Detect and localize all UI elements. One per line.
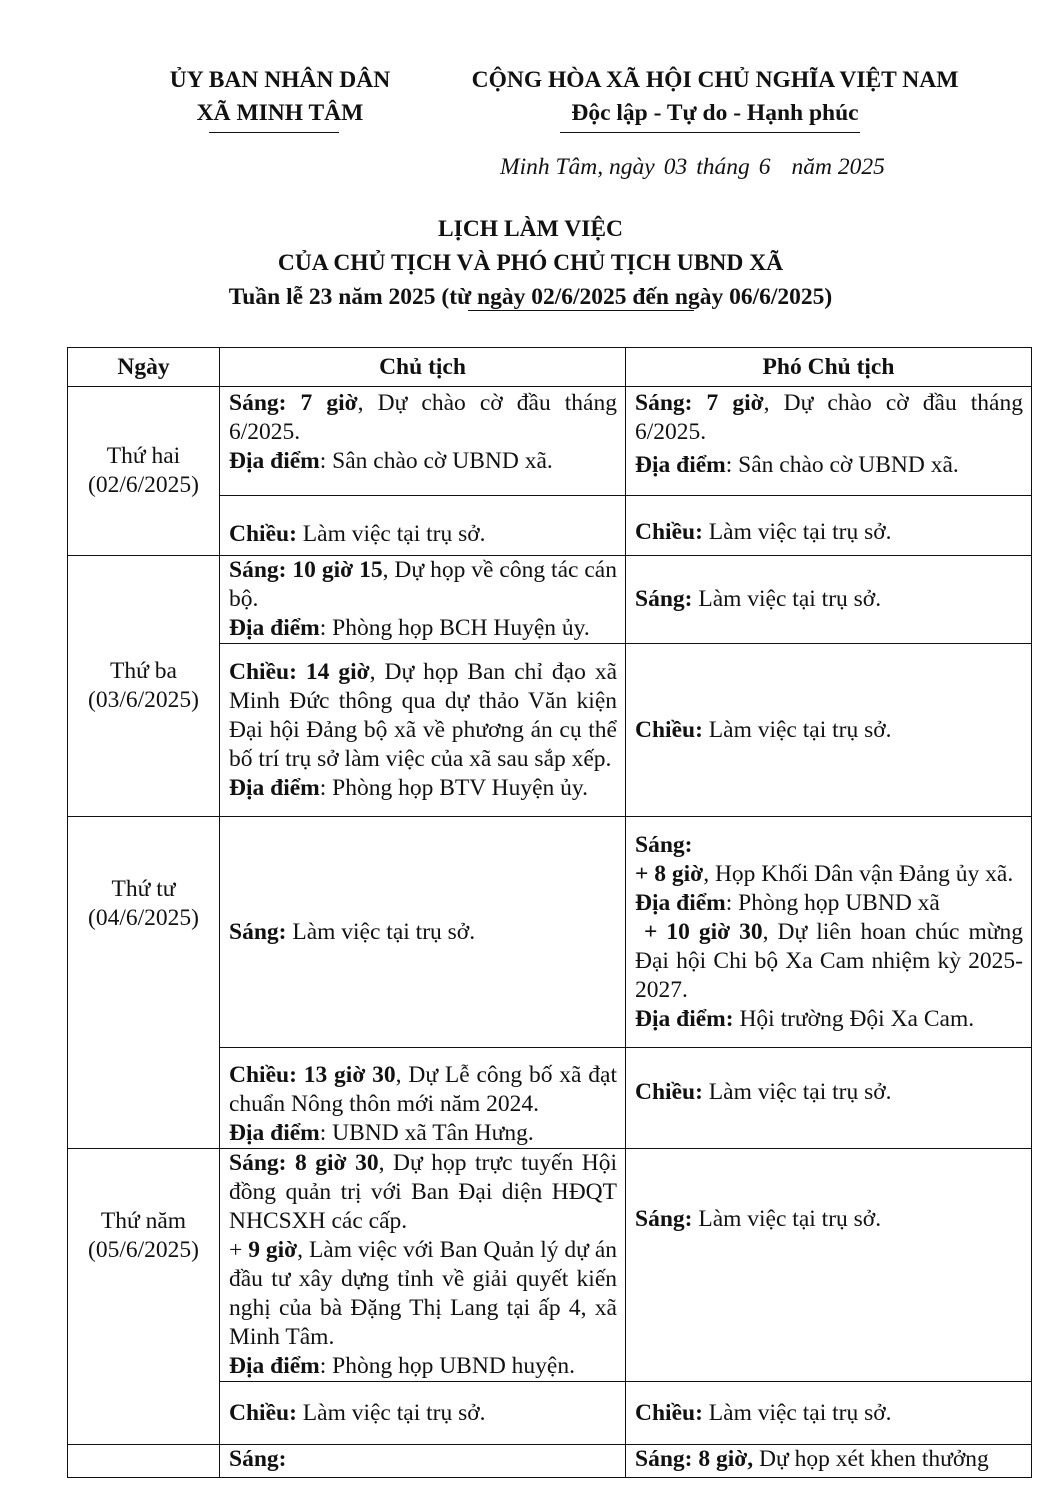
table-row <box>68 556 1032 644</box>
nation-block <box>430 64 1000 130</box>
schedule-table <box>67 347 1032 1478</box>
header-chairman: Chủ tịch <box>220 348 626 387</box>
table-row <box>68 1445 1032 1478</box>
day-name: Thứ tư <box>111 876 176 902</box>
date-line <box>500 154 885 181</box>
chairman-tuesday-afternoon: Chiều: 14 giờ, Dự họp Ban chỉ đạo xã Minh Đức thông qua dự thảo Văn kiện Đại hội Đảng bộ xã về phương án cụ thể bố trí trụ sở làm việc của xã sau sắp xếp. Địa điểm: Phòng họp BTV Huyện ủy. <box>220 644 626 817</box>
vice-thursday-morning: Sáng: Làm việc tại trụ sở. <box>626 1149 1032 1382</box>
day-date: (05/6/2025) <box>88 1237 199 1263</box>
vice-tuesday-morning: Sáng: Làm việc tại trụ sở. <box>626 556 1032 644</box>
day-name: Thứ hai <box>106 443 181 469</box>
chairman-thursday-morning: Sáng: 8 giờ 30, Dự họp trực tuyến Hội đồng quản trị với Ban Đại diện HĐQT NHCSXH các cấp. + 9 giờ, Làm việc với Ban Quản lý dự án đầu tư xây dựng tỉnh về giải quyết kiến nghị của bà Đặng Thị Lang tại ấp 4, xã Minh Tâm. Địa điểm: Phòng họp UBND huyện. <box>220 1149 626 1382</box>
vice-wednesday-morning: Sáng: + 8 giờ, Họp Khối Dân vận Đảng ủy xã. Địa điểm: Phòng họp UBND xã + 10 giờ 30, Dự liên hoan chúc mừng Đại hội Chi bộ Xa Cam nhiệm kỳ 2025-2027. Địa điểm: Hội trường Đội Xa Cam. <box>626 817 1032 1048</box>
commune-name: XÃ MINH TÂM <box>196 100 364 126</box>
chairman-wednesday-afternoon: Chiều: 13 giờ 30, Dự Lễ công bố xã đạt chuẩn Nông thôn mới năm 2024. Địa điểm: UBND xã Tân Hưng. <box>220 1048 626 1149</box>
title-line-3: Tuần lễ 23 năm 2025 (từ ngày 02/6/2025 đến ngày 06/6/2025) <box>228 284 833 310</box>
title-underline <box>468 310 694 311</box>
agency-name: ỦY BAN NHÂN DÂN <box>169 67 391 93</box>
document-title <box>0 212 1061 314</box>
title-line-2: CỦA CHỦ TỊCH VÀ PHÓ CHỦ TỊCH UBND XÃ <box>277 250 784 276</box>
table-row <box>68 817 1032 1048</box>
day-cell-friday <box>68 1445 220 1478</box>
day-cell-thursday <box>68 1149 220 1445</box>
agency-block <box>130 64 430 130</box>
motto-underline <box>560 132 860 133</box>
day-name: Thứ ba <box>110 658 177 684</box>
day-name: Thứ năm <box>100 1208 187 1234</box>
nation-name: CỘNG HÒA XÃ HỘI CHỦ NGHĨA VIỆT NAM <box>471 67 959 93</box>
header-vice-chairman: Phó Chủ tịch <box>626 348 1032 387</box>
chairman-monday-afternoon: Chiều: Làm việc tại trụ sở. <box>220 496 626 556</box>
table-row <box>68 1149 1032 1382</box>
date-year: năm 2025 <box>791 154 885 180</box>
vice-friday-morning: Sáng: 8 giờ, Dự họp xét khen thưởng <box>626 1445 1032 1478</box>
header-day: Ngày <box>68 348 220 387</box>
vice-monday-morning: Sáng: 7 giờ, Dự chào cờ đầu tháng 6/2025. Địa điểm: Sân chào cờ UBND xã. <box>626 387 1032 496</box>
day-cell-monday <box>68 387 220 556</box>
day-date: (04/6/2025) <box>88 905 199 931</box>
date-month: 6 <box>758 154 771 180</box>
chairman-wednesday-morning: Sáng: Làm việc tại trụ sở. <box>220 817 626 1048</box>
chairman-thursday-afternoon: Chiều: Làm việc tại trụ sở. <box>220 1382 626 1445</box>
day-cell-wednesday <box>68 817 220 1149</box>
chairman-friday-morning: Sáng: <box>220 1445 626 1478</box>
chairman-tuesday-morning: Sáng: 10 giờ 15, Dự họp về công tác cán bộ. Địa điểm: Phòng họp BCH Huyện ủy. <box>220 556 626 644</box>
table-header-row <box>68 348 1032 387</box>
vice-thursday-afternoon: Chiều: Làm việc tại trụ sở. <box>626 1382 1032 1445</box>
day-cell-tuesday <box>68 556 220 817</box>
date-prefix: Minh Tâm, ngày <box>500 154 655 180</box>
day-date: (02/6/2025) <box>88 472 199 498</box>
date-day: 03 <box>663 154 688 180</box>
title-line-1: LỊCH LÀM VIỆC <box>438 216 623 242</box>
agency-underline <box>209 132 339 133</box>
vice-wednesday-afternoon: Chiều: Làm việc tại trụ sở. <box>626 1048 1032 1149</box>
chairman-monday-morning: Sáng: 7 giờ, Dự chào cờ đầu tháng 6/2025. Địa điểm: Sân chào cờ UBND xã. <box>220 387 626 496</box>
nation-motto: Độc lập - Tự do - Hạnh phúc <box>571 100 859 126</box>
date-month-word: tháng <box>696 154 750 180</box>
vice-monday-afternoon: Chiều: Làm việc tại trụ sở. <box>626 496 1032 556</box>
day-date: (03/6/2025) <box>88 687 199 713</box>
table-row <box>68 387 1032 496</box>
vice-tuesday-afternoon: Chiều: Làm việc tại trụ sở. <box>626 644 1032 817</box>
